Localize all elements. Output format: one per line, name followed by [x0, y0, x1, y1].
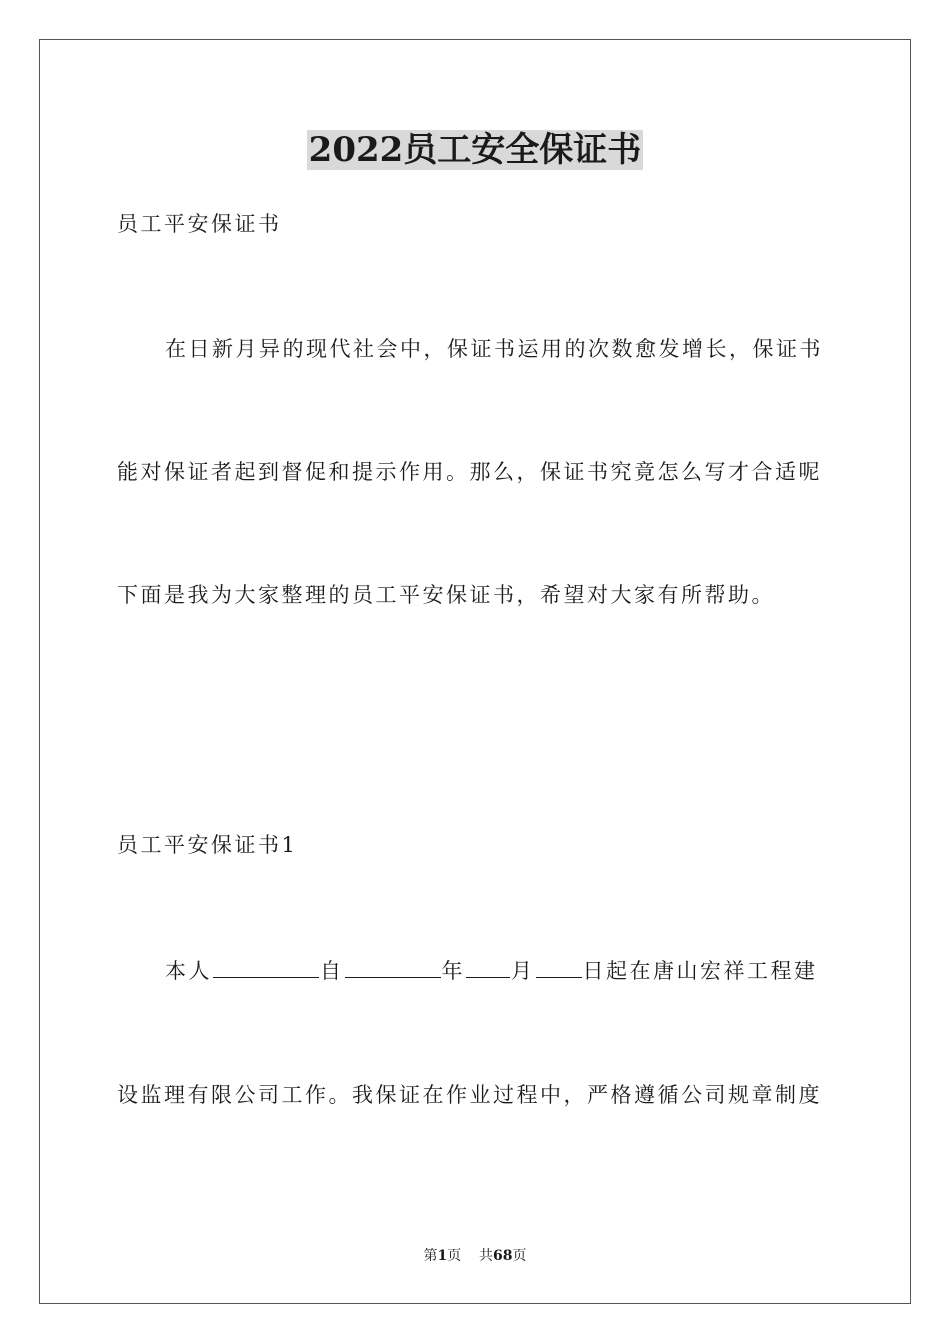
total-pages: 68: [493, 1248, 513, 1264]
day-blank: [536, 955, 582, 978]
intro-line-3: 下面是我为大家整理的员工平安保证书，希望对大家有所帮助。: [117, 583, 775, 607]
pledge-line-1: [165, 955, 837, 986]
total-suffix: 页: [512, 1248, 527, 1264]
year-blank: [345, 955, 441, 978]
intro-line-1: 在日新月异的现代社会中，保证书运用的次数愈发增长，保证书: [165, 337, 823, 361]
pledge-text-day: 日起在唐山宏祥工程建: [582, 959, 818, 983]
pledge-line-2: 设监理有限公司工作。我保证在作业过程中，严格遵循公司规章制度: [117, 1083, 822, 1107]
page-current: 1: [437, 1248, 448, 1264]
section-heading: 员工平安保证书1: [117, 833, 298, 857]
page-prefix: 第: [423, 1248, 438, 1264]
document-heading: 员工平安保证书: [117, 212, 282, 236]
page-suffix: 页: [447, 1248, 462, 1264]
month-blank: [466, 955, 510, 978]
name-blank: [213, 955, 319, 978]
document-title: [0, 128, 950, 172]
pledge-text-from: 自: [320, 959, 344, 983]
pledge-text-name-prefix: 本人: [165, 959, 212, 983]
total-prefix: 共: [479, 1248, 494, 1264]
intro-line-2: 能对保证者起到督促和提示作用。那么，保证书究竟怎么写才合适呢: [117, 460, 822, 484]
pledge-text-year: 年: [441, 959, 465, 983]
pledge-text-month: 月: [511, 959, 535, 983]
document-title-text: 2022员工安全保证书: [308, 130, 642, 170]
page-footer: [0, 1246, 950, 1266]
